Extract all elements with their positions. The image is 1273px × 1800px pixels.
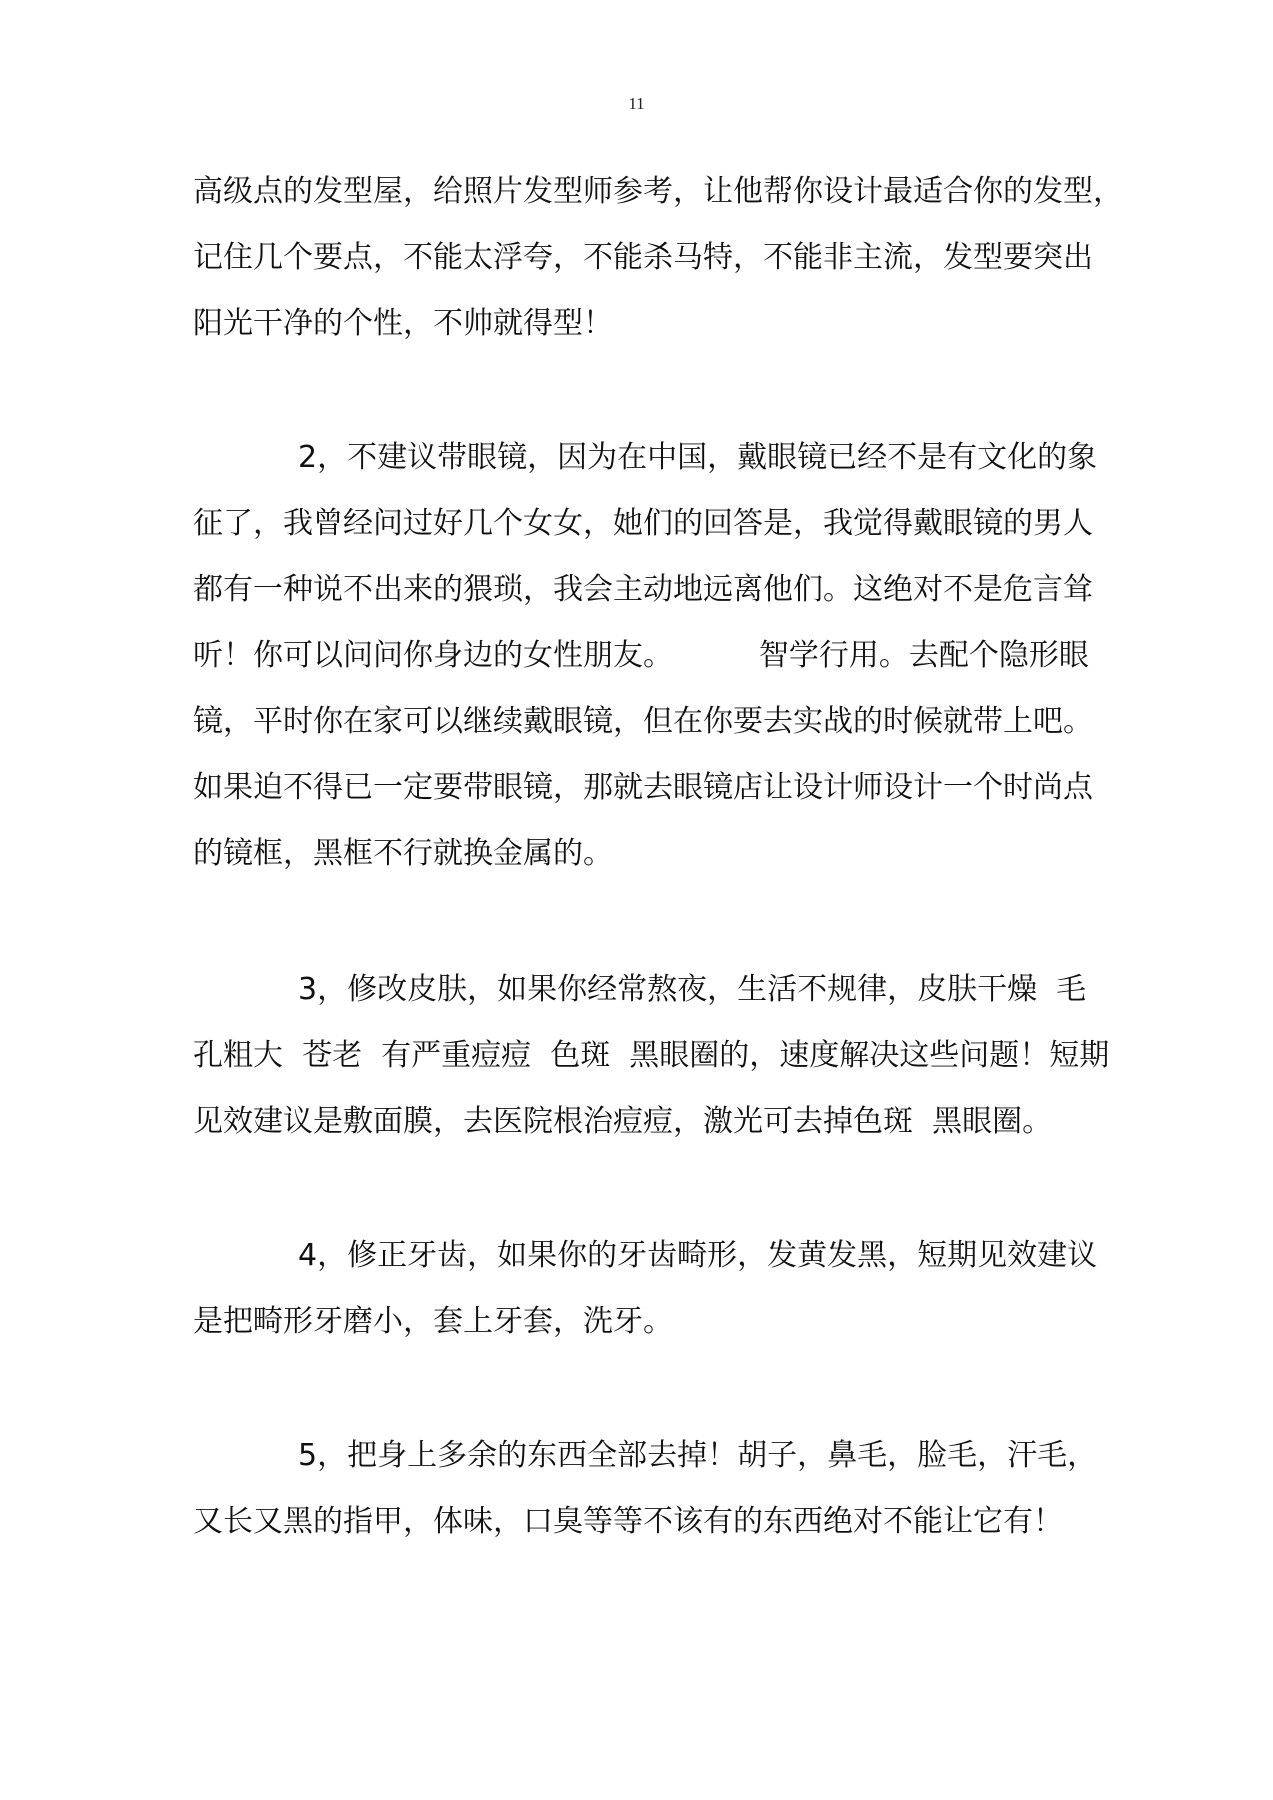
text-line: 3，修改皮肤，如果你经常熬夜，生活不规律，皮肤干燥 毛: [298, 972, 1087, 1007]
text-line: 阳光干净的个性，不帅就得型！: [193, 306, 613, 341]
text-line: 又长又黑的指甲，体味，口臭等等不该有的东西绝对不能让它有！: [193, 1504, 1063, 1539]
text-line: 4，修正牙齿，如果你的牙齿畸形，发黄发黑，短期见效建议: [298, 1238, 1098, 1273]
text-line: 都有一种说不出来的猥琐，我会主动地远离他们。这绝对不是危言耸: [193, 572, 1093, 607]
text-line: 孔粗大 苍老 有严重痘痘 色斑 黑眼圈的，速度解决这些问题！短期: [193, 1038, 1110, 1073]
text-line: 如果迫不得已一定要带眼镜，那就去眼镜店让设计师设计一个时尚点: [193, 770, 1093, 805]
text-line: 2，不建议带眼镜，因为在中国，戴眼镜已经不是有文化的象: [298, 440, 1098, 475]
page-number: 11: [628, 94, 645, 113]
text-line: 的镜框，黑框不行就换金属的。: [193, 836, 613, 871]
text-line: 是把畸形牙磨小，套上牙套，洗牙。: [193, 1304, 673, 1339]
text-line: 听！你可以问问你身边的女性朋友。 智学行用。去配个隐形眼: [193, 638, 1089, 673]
text-line: 记住几个要点，不能太浮夸，不能杀马特，不能非主流，发型要突出: [193, 240, 1093, 275]
text-line: 征了，我曾经问过好几个女女，她们的回答是，我觉得戴眼镜的男人: [193, 506, 1093, 541]
text-line: 高级点的发型屋，给照片发型师参考，让他帮你设计最适合你的发型，: [193, 174, 1123, 209]
text-line: 5，把身上多余的东西全部去掉！胡子，鼻毛，脸毛，汗毛，: [298, 1438, 1098, 1473]
text-line: 见效建议是敷面膜，去医院根治痘痘，激光可去掉色斑 黑眼圈。: [193, 1104, 1053, 1139]
text-line: 镜，平时你在家可以继续戴眼镜，但在你要去实战的时候就带上吧。: [193, 704, 1093, 739]
